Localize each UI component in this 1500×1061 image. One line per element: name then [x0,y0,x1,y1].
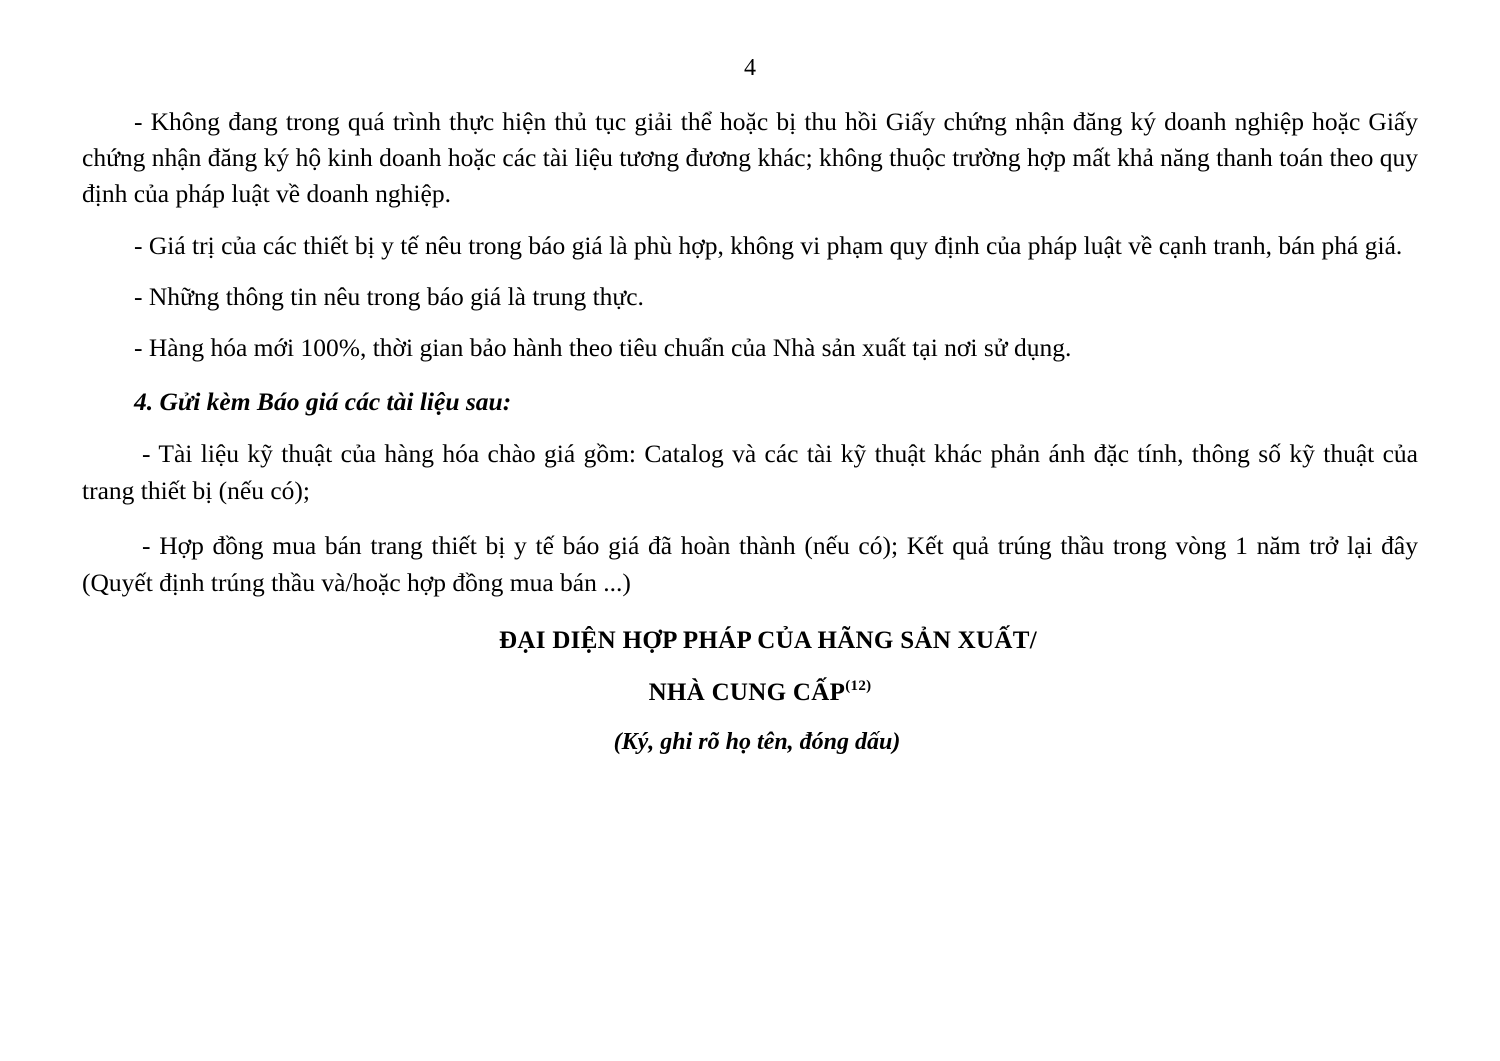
signature-block [82,628,1418,755]
paragraph-declaration-2: - Giá trị của các thiết bị y tế nêu trong báo giá là phù hợp, không vi phạm quy định của pháp luật về cạnh tranh, bán phá giá. [134,230,1403,260]
signature-title-line-2-text: NHÀ CUNG CẤP [648,678,846,706]
signature-instruction-note: (Ký, ghi rõ họ tên, đóng dấu) [613,728,901,755]
attachment-item-2: - Hợp đồng mua bán trang thiết bị y tế báo giá đã hoàn thành (nếu có); Kết quả trúng thầu trong vòng 1 năm trở lại đây (Quyết định trúng thầu và/hoặc hợp đồng mua bán ...) [82,531,1418,598]
signature-title-line-2 [82,679,1418,704]
paragraph-declaration-1: - Không đang trong quá trình thực hiện thủ tục giải thể hoặc bị thu hồi Giấy chứng nhận đăng ký doanh nghiệp hoặc Giấy chứng nhận đăng ký hộ kinh doanh hoặc các tài liệu tương đương khác; không thuộc trường hợp mất khả năng thanh toán theo quy định của pháp luật về doanh nghiệp. [82,107,1418,209]
paragraph-declaration-3: - Những thông tin nêu trong báo giá là trung thực. [134,281,644,311]
page-number: 4 [744,55,756,81]
document-body [82,104,1418,756]
section-heading-4: 4. Gửi kèm Báo giá các tài liệu sau: [134,387,512,417]
signature-title-line-1: ĐẠI DIỆN HỢP PHÁP CỦA HÃNG SẢN XUẤT/ [499,627,1037,655]
paragraph-declaration-4: - Hàng hóa mới 100%, thời gian bảo hành theo tiêu chuẩn của Nhà sản xuất tại nơi sử dụng. [134,333,1072,363]
signature-footnote-marker: (12) [845,678,872,695]
attachment-item-1: - Tài liệu kỹ thuật của hàng hóa chào giá gồm: Catalog và các tài kỹ thuật khác phản ánh đặc tính, thông số kỹ thuật của trang thiết bị (nếu có); [82,439,1418,506]
